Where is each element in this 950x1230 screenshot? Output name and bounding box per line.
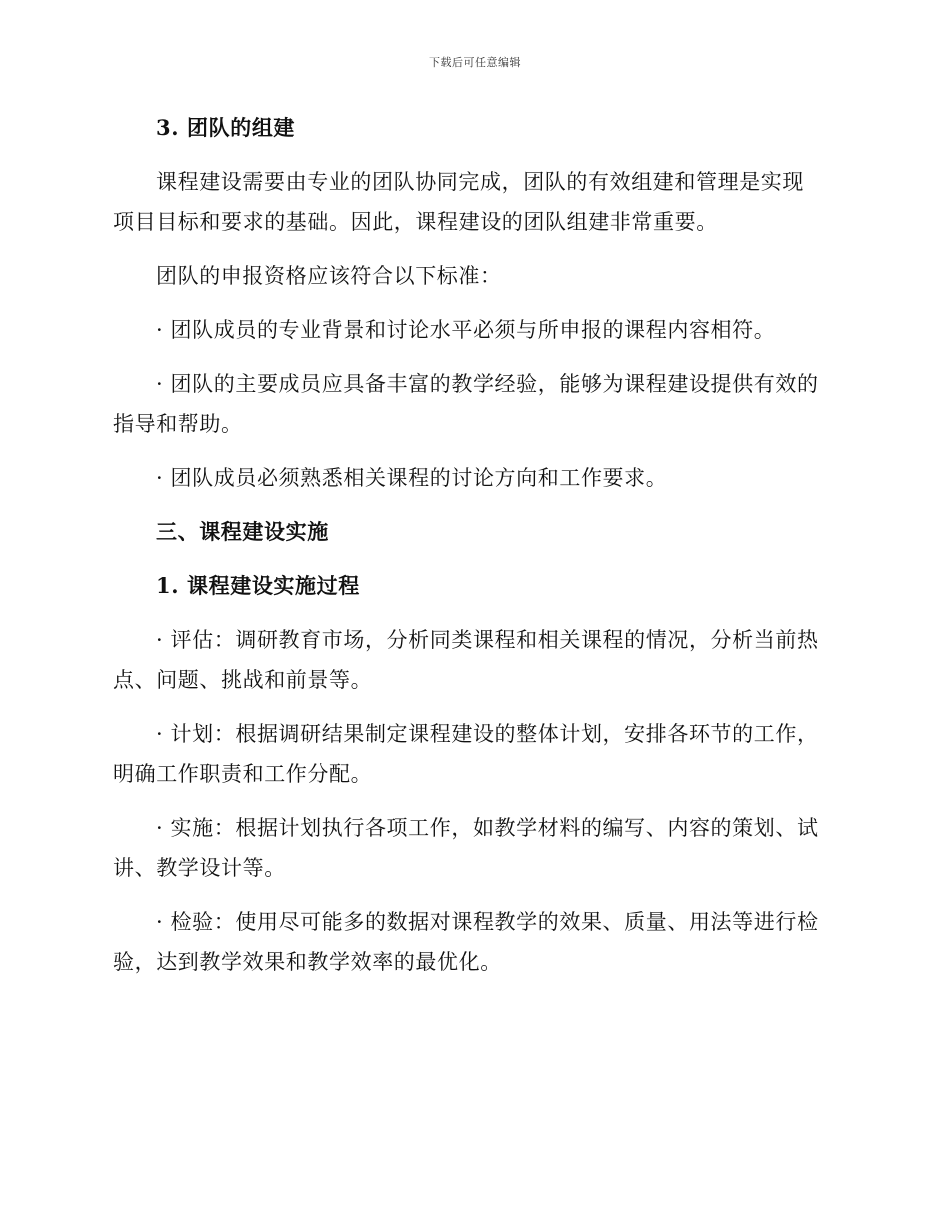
chapter-heading-implementation: 三、课程建设实施: [156, 519, 329, 544]
section-heading-implementation-process: 1. 课程建设实施过程: [156, 573, 360, 598]
bullet-item: · 团队成员必须熟悉相关课程的讨论方向和工作要求。: [156, 466, 668, 490]
paragraph: 课程建设需要由专业的团队协同完成，团队的有效组建和管理是实现项目目标和要求的基础。因此，课程建设的团队组建非常重要。: [113, 170, 804, 234]
bullet-item: · 计划：根据调研结果制定课程建设的整体计划，安排各环节的工作，明确工作职责和工作分配。: [113, 722, 819, 786]
paragraph: 团队的申报资格应该符合以下标准：: [156, 264, 502, 288]
document-body: [113, 108, 825, 996]
bullet-item: · 检验：使用尽可能多的数据对课程教学的效果、质量、用法等进行检验，达到教学效果和教学效率的最优化。: [113, 910, 819, 974]
bullet-item: · 团队的主要成员应具备丰富的教学经验，能够为课程建设提供有效的指导和帮助。: [113, 372, 819, 436]
bullet-item: · 实施：根据计划执行各项工作，如教学材料的编写、内容的策划、试讲、教学设计等。: [113, 816, 819, 880]
bullet-item: · 评估：调研教育市场，分析同类课程和相关课程的情况，分析当前热点、问题、挑战和前景等。: [113, 628, 819, 692]
section-heading-team-formation: 3. 团队的组建: [156, 115, 296, 140]
bullet-item: · 团队成员的专业背景和讨论水平必须与所申报的课程内容相符。: [156, 318, 776, 342]
page-header: 下载后可任意编辑: [429, 56, 521, 69]
